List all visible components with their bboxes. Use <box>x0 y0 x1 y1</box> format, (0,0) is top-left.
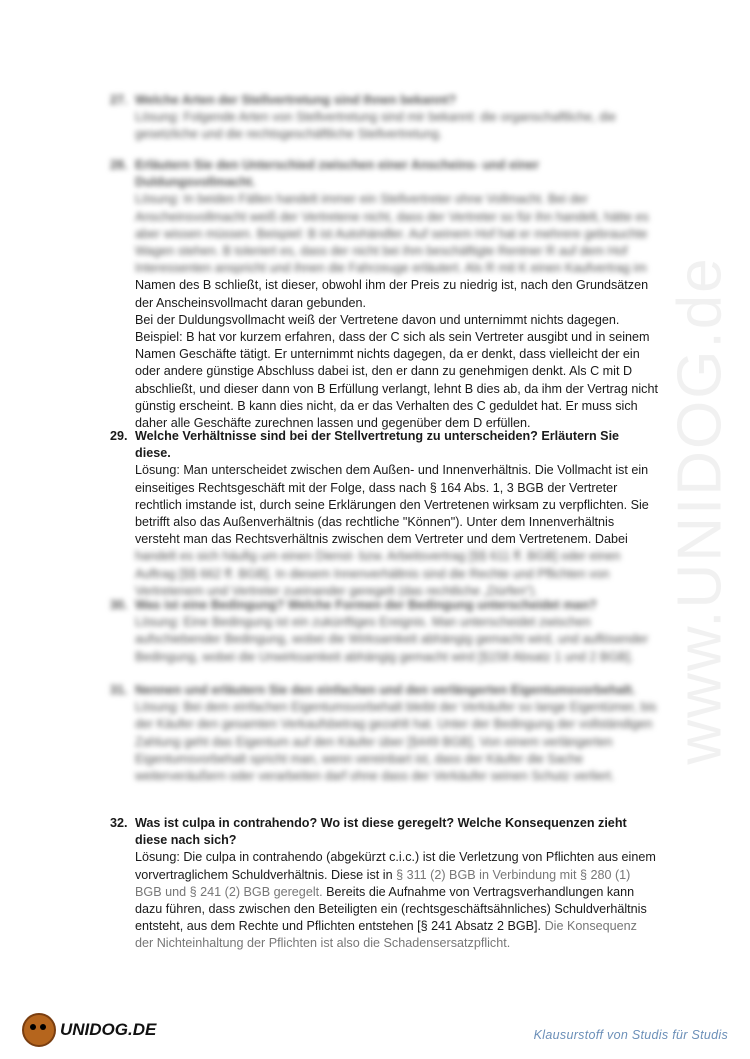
answer-text: Lösung: Eine Bedingung ist ein zukünftiges Ereignis. Man unterscheidet zwischen aufschiebender Bedingung, wobei die Wirksamkeit abhängig gemacht wird, und auflösender Bedingung, wobei die Unwirksamkeit abhängig gemacht wird [§158 Absatz 1 und 2 BGB]. <box>135 615 649 664</box>
answer-text-continued: Bei der Duldungsvollmacht weiß der Vertretene davon und unternimmt nichts dagegen. Beispiel: B hat vor kurzem erfahren, dass der C sich als sein Vertreter ausgibt und in seinem Namen Geschäfte tätigt. Er unternimmt nichts dagegen, da er denkt, dass vielleicht der ein oder andere günstige Abschluss dabei ist, den er dann zu genehmigen denkt. Als C mit D abschließt, und dieser dann von B Erfüllung verlangt, lehnt B dies ab, da ihm der Vertrag nicht günstig erscheint. B kann dies nicht, da er das Verhalten des C geduldet hat. Er muss sich daher alle Geschäfte zurechnen lassen und gegenüber dem D erfüllen. <box>135 312 658 431</box>
question-27 <box>110 92 658 144</box>
question-30 <box>110 597 658 666</box>
question-title: Welche Arten der Stellvertretung sind Ihnen bekannt? <box>135 93 457 107</box>
answer-text: Lösung: Bei dem einfachen Eigentumsvorbehalt bleibt der Verkäufer so lange Eigentümer, bis der Käufer den gesamten Verkaufsbetrag gezahlt hat. Unter der Bedingung der vollständigen Zahlung geht das Eigentum auf den Käufer über [§449 BGB]. Von einem verlängerten Eigentumsvorbehalt spricht man, wenn vereinbart ist, dass der Käufer die Sache weiterveräußern oder verarbeiten darf ohne dass der Verkäufer seinen Schutz verliert. <box>135 700 657 784</box>
question-title: Was ist culpa in contrahendo? Wo ist diese geregelt? Welche Konsequenzen zieht diese nach sich? <box>135 816 627 848</box>
unidog-logo <box>22 1010 162 1050</box>
watermark: www.UNIDOG.de <box>665 255 735 765</box>
question-number: 30. <box>110 598 128 612</box>
law-reference: § 311 (2) BGB in Verbindung mit § 280 (1) BGB und § 241 (2) BGB geregelt. <box>135 867 631 899</box>
answer-text: Lösung: Man unterscheidet zwischen dem Außen- und Innenverhältnis. Die Vollmacht ist ein einseitiges Rechtsgeschäft mit der Folge, dass nach § 164 Abs. 1, 3 BGB der Vertreter rechtlich imstande ist, durch seine Erklärungen den Vertretenen wirksam zu verpflichten. Sie betrifft also das Außenverhältnis (das rechtliche "Können"). Unter dem Innenverhältnis versteht man das Rechtsverhältnis zwischen dem Vertreter und dem Vertretenem. Dabei <box>135 463 649 547</box>
question-number: 32. <box>110 816 128 830</box>
question-28 <box>110 157 658 432</box>
answer-text: Lösung: Folgende Arten von Stellvertretung sind mir bekannt: die organschaftliche, die gesetzliche und die rechtsgeschäftliche Stellvertretung. <box>135 110 616 142</box>
answer-text-blurred: handelt es sich häufig um einen Dienst- bzw. Arbeitsvertrag [§§ 611 ff. BGB] oder einen Auftrag [§§ 662 ff. BGB]. In diesem Innenverhältnis sind die Rechte und Pflichten von Vertretenem und Vertreter zueinander geregelt (das rechtliche „Dürfen“). <box>135 549 621 598</box>
answer-text-blurred: Lösung: In beiden Fällen handelt immer ein Stellvertreter ohne Vollmacht. Bei der Anscheinsvollmacht weiß der Vertretene nicht, dass der Vertreter so für ihn handelt, hätte es aber wissen müssen. Beispiel: B ist Autohändler. Auf seinem Hof hat er mehrere gebrauchte Wagen stehen. B toleriert es, dass der nicht bei ihm beschäftigte Rentner R auf dem Hof Interessenten anspricht und ihnen die Fahrzeuge erläutert. Als R mit K einen Kaufvertrag im <box>135 192 649 276</box>
question-title: Erläutern Sie den Unterschied zwischen einer Anscheins- und einer Duldungsvollmacht. <box>135 158 540 190</box>
answer-text <box>110 849 658 952</box>
footer-slogan: Klausurstoff von Studis für Studis <box>533 1028 728 1042</box>
question-title: Nennen und erläutern Sie den einfachen und den verlängerten Eigentumsvorbehalt. <box>135 683 636 697</box>
question-31 <box>110 682 658 785</box>
question-32 <box>110 815 658 953</box>
question-title: Welche Verhältnisse sind bei der Stellvertretung zu unterscheiden? Erläutern Sie diese. <box>135 429 620 461</box>
consequence-text: Die Konsequenz der Nichteinhaltung der Pflichten ist also die Schadensersatzpflicht. <box>135 919 637 951</box>
question-title: Was ist eine Bedingung? Welche Formen der Bedingung unterscheidet man? <box>135 598 597 612</box>
answer-text-part: Lösung: Die culpa in contrahendo (abgekürzt c.i.c.) ist die Verletzung von Pflichten aus einem vorvertraglichem Schuldverhältnis. Diese ist in <box>135 850 656 882</box>
logo-text: UNIDOG.DE <box>60 1020 157 1039</box>
answer-text: Namen des B schließt, ist dieser, obwohl ihm der Preis zu niedrig ist, nach den Grundsätzen der Anscheinsvollmacht daran gebunden. <box>135 278 649 310</box>
answer-text-part: Bereits die Aufnahme von Vertragsverhandlungen kann dazu führen, dass zwischen den Beteiligten ein (rechtsgeschäftsähnliches) Schuldverhältnis entsteht, aus dem Rechte und Pflichten entstehen [§ 241 Absatz 2 BGB]. <box>135 884 647 934</box>
dog-icon <box>22 1013 56 1047</box>
question-29 <box>110 428 658 600</box>
question-number: 31. <box>110 683 128 697</box>
question-number: 27. <box>110 93 128 107</box>
question-number: 28. <box>110 158 128 172</box>
question-number: 29. <box>110 429 128 443</box>
